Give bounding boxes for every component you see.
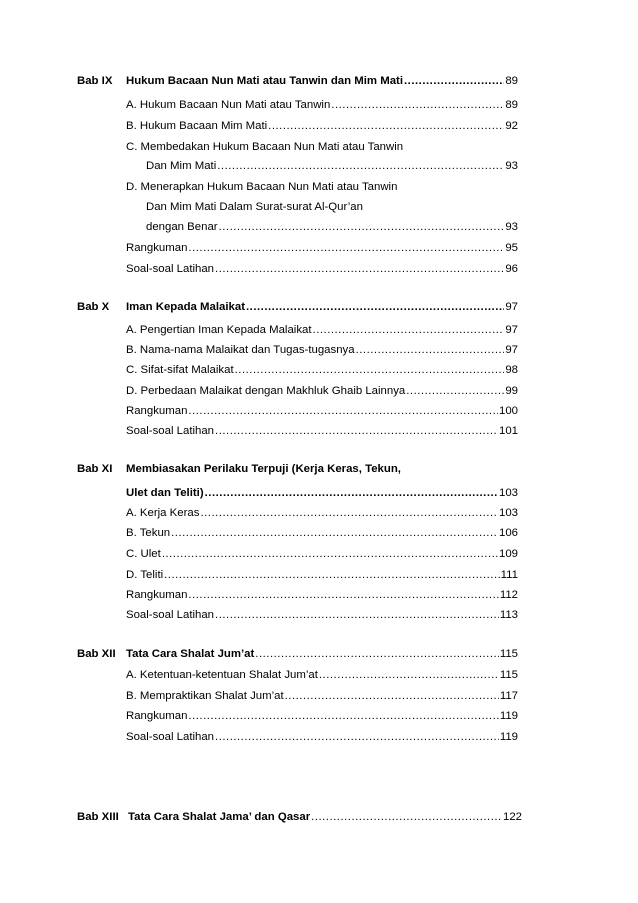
dot-leader xyxy=(171,525,498,541)
toc-entry[interactable] xyxy=(126,505,518,521)
entry-text: A. Pengertian Iman Kepada Malaikat xyxy=(126,324,312,336)
dot-leader xyxy=(319,667,499,683)
page-number: 89 xyxy=(505,99,518,111)
dot-leader xyxy=(188,240,504,256)
dot-leader xyxy=(246,299,504,315)
dot-leader xyxy=(255,646,499,662)
dot-leader xyxy=(235,362,505,378)
entry-text: dengan Benar xyxy=(146,221,218,233)
dot-leader xyxy=(188,403,498,419)
chapter-label: Bab XI xyxy=(77,463,113,475)
toc-entry[interactable] xyxy=(126,322,518,338)
entry-text: B. Nama-nama Malaikat dan Tugas-tugasnya xyxy=(126,344,355,356)
dot-leader xyxy=(215,607,499,623)
entry-text: Rangkuman xyxy=(126,242,188,254)
page-number: 100 xyxy=(498,405,518,417)
entry-text: C. Ulet xyxy=(126,548,161,560)
page-number: 103 xyxy=(498,487,518,499)
entry-text: Rangkuman xyxy=(126,710,188,722)
dot-leader xyxy=(215,729,499,745)
dot-leader xyxy=(219,219,505,235)
chapter-label: Bab XIII xyxy=(77,811,119,823)
chapter-label: Bab X xyxy=(77,301,110,313)
page-number: 113 xyxy=(499,609,518,621)
page-number: 115 xyxy=(499,648,518,660)
page-number: 93 xyxy=(505,160,518,172)
toc-entry[interactable] xyxy=(126,261,518,277)
entry-text: A. Hukum Bacaan Nun Mati atau Tanwin xyxy=(126,99,331,111)
entry-text: Rangkuman xyxy=(126,405,188,417)
entry-text: Soal-soal Latihan xyxy=(126,731,215,743)
entry-text: Soal-soal Latihan xyxy=(126,609,215,621)
page-number: 93 xyxy=(505,221,518,233)
entry-text: Dan Mim Mati xyxy=(146,160,217,172)
toc-entry[interactable] xyxy=(126,97,518,113)
page-number: 96 xyxy=(505,263,518,275)
page-number: 112 xyxy=(499,589,518,601)
chapter-title: Hukum Bacaan Nun Mati atau Tanwin dan Mim Mati xyxy=(126,75,403,87)
chapter-title: Iman Kepada Malaikat xyxy=(126,301,246,313)
dot-leader xyxy=(311,809,502,825)
toc-entry[interactable] xyxy=(126,688,518,704)
toc-entry[interactable] xyxy=(126,403,518,419)
toc-entry[interactable] xyxy=(146,158,518,174)
dot-leader xyxy=(285,688,499,704)
entry-text: Soal-soal Latihan xyxy=(126,425,215,437)
page-number: 111 xyxy=(500,569,518,581)
dot-leader xyxy=(200,505,498,521)
toc-entry[interactable] xyxy=(126,423,518,439)
toc-entry-continued xyxy=(126,179,518,195)
toc-entry[interactable] xyxy=(126,118,518,134)
dot-leader xyxy=(217,158,504,174)
dot-leader xyxy=(356,342,505,358)
dot-leader xyxy=(268,118,504,134)
entry-text: A. Kerja Keras xyxy=(126,507,200,519)
toc-entry[interactable] xyxy=(126,362,518,378)
entry-text: Rangkuman xyxy=(126,589,188,601)
entry-text: Soal-soal Latihan xyxy=(126,263,215,275)
dot-leader xyxy=(188,708,498,724)
page-number: 97 xyxy=(505,301,518,313)
chapter-title-row[interactable] xyxy=(128,809,522,825)
page-number: 97 xyxy=(505,344,518,356)
page-number: 99 xyxy=(505,385,518,397)
toc-entry[interactable] xyxy=(126,342,518,358)
chapter-title: Tata Cara Shalat Jum’at xyxy=(126,648,255,660)
dot-leader xyxy=(215,423,498,439)
page-number: 117 xyxy=(499,690,518,702)
toc-entry[interactable] xyxy=(126,729,518,745)
entry-text: D. Perbedaan Malaikat dengan Makhluk Ghaib Lainnya xyxy=(126,385,406,397)
page-number: 101 xyxy=(498,425,518,437)
page-number: 122 xyxy=(502,811,522,823)
chapter-title-row[interactable] xyxy=(126,73,518,89)
page-number: 92 xyxy=(505,120,518,132)
entry-text: B. Hukum Bacaan Mim Mati xyxy=(126,120,268,132)
chapter-title-row[interactable] xyxy=(126,646,518,662)
chapter-title-row xyxy=(126,461,518,477)
toc-entry-continued xyxy=(126,139,518,155)
toc-entry[interactable] xyxy=(126,240,518,256)
entry-text: A. Ketentuan-ketentuan Shalat Jum’at xyxy=(126,669,318,681)
dot-leader xyxy=(404,73,504,89)
page-number: 109 xyxy=(498,548,518,560)
toc-entry-continued xyxy=(146,199,518,215)
dot-leader xyxy=(215,261,504,277)
toc-entry[interactable] xyxy=(126,546,518,562)
toc-entry[interactable] xyxy=(126,607,518,623)
entry-text: C. Membedakan Hukum Bacaan Nun Mati atau Tanwin xyxy=(126,141,404,153)
page-number: 97 xyxy=(505,324,518,336)
chapter-title-continued: Ulet dan Teliti) xyxy=(126,487,204,499)
toc-entry[interactable] xyxy=(126,525,518,541)
page-number: 95 xyxy=(505,242,518,254)
page-number: 98 xyxy=(505,364,518,376)
page-number: 89 xyxy=(505,75,518,87)
toc-entry[interactable] xyxy=(146,219,518,235)
chapter-label: Bab XII xyxy=(77,648,116,660)
entry-text: B. Mempraktikan Shalat Jum’at xyxy=(126,690,284,702)
chapter-title: Membiasakan Perilaku Terpuji (Kerja Keras, Tekun, xyxy=(126,463,401,475)
chapter-title-row[interactable] xyxy=(126,299,518,315)
entry-text: D. Teliti xyxy=(126,569,164,581)
chapter-title: Tata Cara Shalat Jama’ dan Qasar xyxy=(128,811,311,823)
toc-entry[interactable] xyxy=(126,567,518,583)
page-number: 106 xyxy=(498,527,518,539)
dot-leader xyxy=(162,546,498,562)
page-number: 115 xyxy=(499,669,518,681)
page-number: 119 xyxy=(499,731,518,743)
toc-entry[interactable] xyxy=(126,667,518,683)
dot-leader xyxy=(188,587,498,603)
chapter-title-row[interactable] xyxy=(126,485,518,501)
dot-leader xyxy=(331,97,504,113)
page-number: 119 xyxy=(499,710,518,722)
toc-entry[interactable] xyxy=(126,587,518,603)
entry-text: B. Tekun xyxy=(126,527,171,539)
entry-text: D. Menerapkan Hukum Bacaan Nun Mati atau Tanwin xyxy=(126,181,398,193)
page-number: 103 xyxy=(498,507,518,519)
entry-text: C. Sifat-sifat Malaikat xyxy=(126,364,234,376)
dot-leader xyxy=(313,322,505,338)
toc-entry[interactable] xyxy=(126,708,518,724)
chapter-label: Bab IX xyxy=(77,75,113,87)
dot-leader xyxy=(205,485,498,501)
toc-entry[interactable] xyxy=(126,383,518,399)
dot-leader xyxy=(406,383,504,399)
entry-text: Dan Mim Mati Dalam Surat-surat Al-Qur’an xyxy=(146,201,363,213)
dot-leader xyxy=(164,567,500,583)
